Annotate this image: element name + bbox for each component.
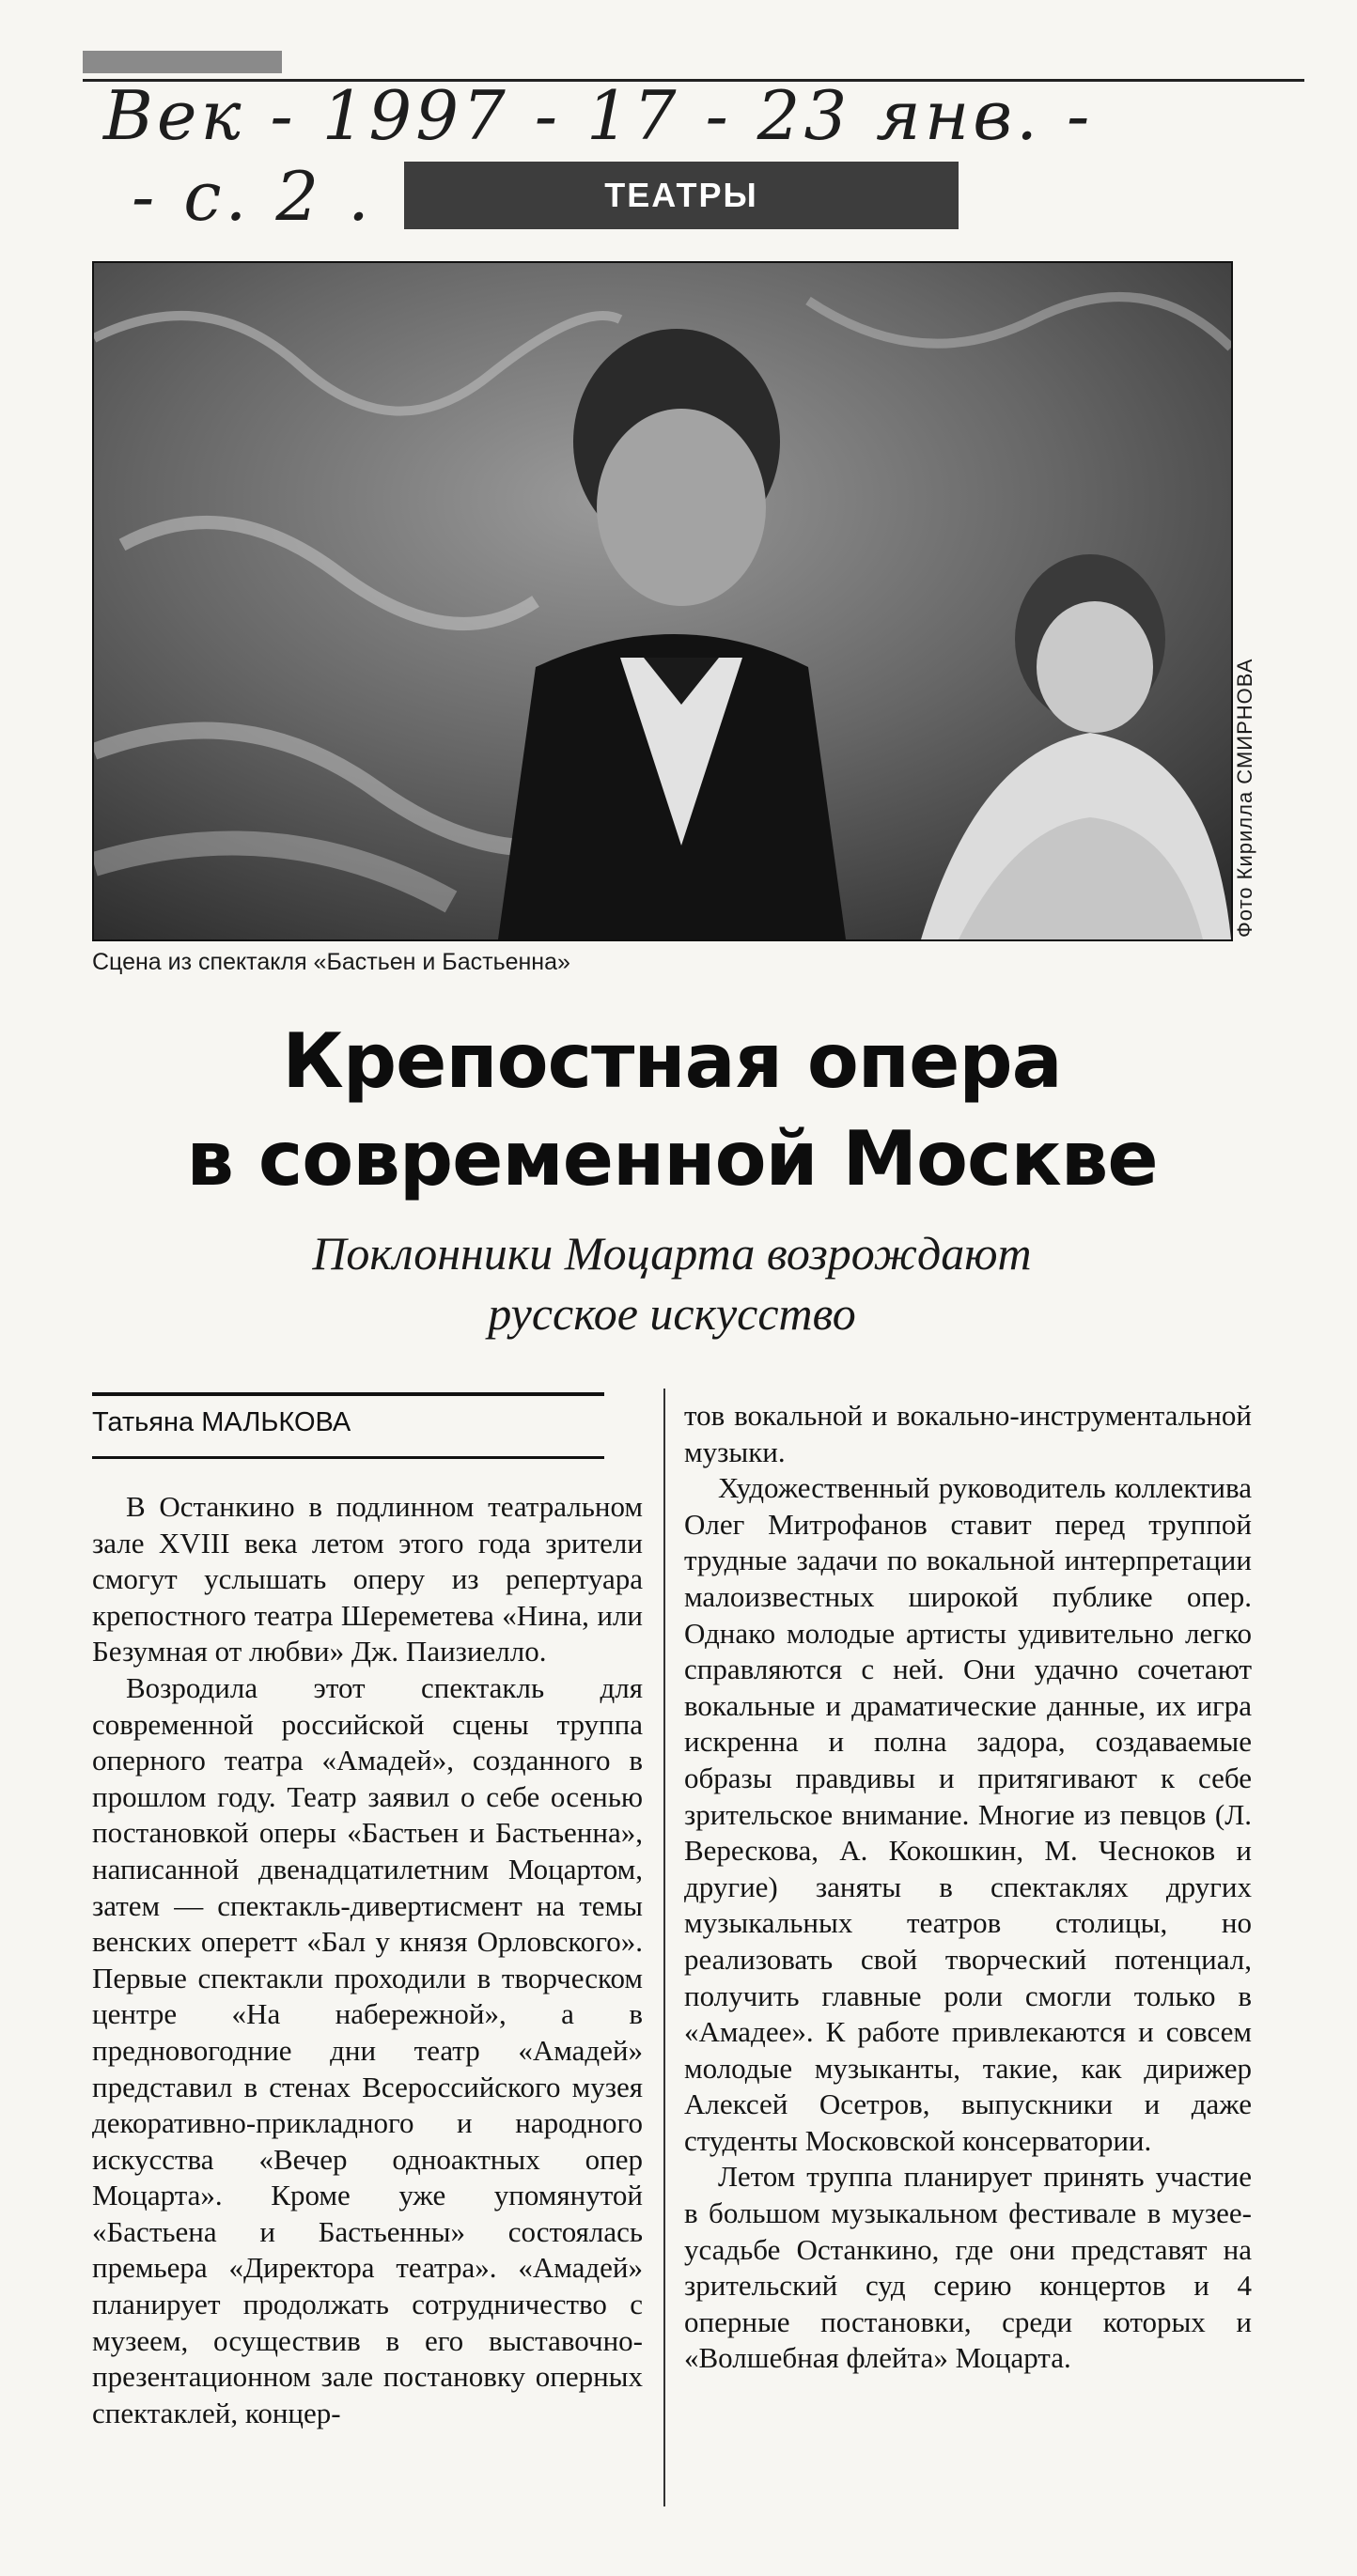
article-subheadline [94, 1223, 1250, 1343]
handwritten-line-2: - с. 2 . [132, 157, 373, 236]
author-rule-top [92, 1392, 604, 1396]
article-column-2 [684, 1398, 1252, 2377]
headline-line-2: в современной Москве [186, 1115, 1158, 1203]
photo-credit: Фото Кирилла СМИРНОВА [1233, 658, 1256, 938]
article-paragraph: Возродила этот спектакль для современной российской сцены труппа оперного театра «Амадей», созданного в прошлом году. Театр заявил о себе осенью постановкой оперы «Бастьен и Бастьенна», написанной двенадцатилетним Моцартом, затем — спектакль-дивертисмент на темы венских оперетт «Бал у князя Орловского». Первые спектакли проходили в творческом центре «На набережной», а в предновогодние дни театр «Амадей» представил в стенах Всероссийского музея декоративно-прикладного и народного искусства «Вечер одноактных опер Моцарта». Кроме уже упомянутой «Бастьена и Бастьенны» состоялась премьера «Директора театра». «Амадей» планирует продолжать сотрудничество с музеем, осуществив в его выставочно-презентационном зале постановку оперных спектаклей, концер- [92, 1670, 643, 2429]
header-bar [83, 51, 282, 73]
article-paragraph: Художественный руководитель коллектива Олег Митрофанов ставит перед труппой трудные задачи по вокальной интерпретации малоизвестных широкой публике опер. Однако молодые артисты удивительно легко справляются с ней. Они удачно сочетают вокальные и драматические данные, их игра искренна и полна задора, создаваемые образы правдивы и притягивают к себе зрительское внимание. Многие из певцов (Л. Верескова, А. Кокошкин, М. Чесноков и другие) заняты в спектаклях других музыкальных театров столицы, но реализовать свой творческий потенциал, получить главные роли смогли только в «Амадее». К работе привлекаются и совсем молодые музыканты, такие, как дирижер Алексей Осетров, выпускники и даже студенты Московской консерватории. [684, 1471, 1252, 2157]
photo-caption: Сцена из спектакля «Бастьен и Бастьенна» [92, 949, 570, 975]
photo-illustration [94, 263, 1231, 939]
author-rule-bottom [92, 1456, 604, 1459]
stage-photo [92, 261, 1233, 941]
article-paragraph: Летом труппа планирует принять участие в большом музыкальном фестивале в музее-усадьбе Останкино, где они представят на зрительский суд серию концертов и 4 оперные постановки, среди которых и «Волшебная флейта» Моцарта. [684, 2160, 1252, 2375]
article-column-1 [92, 1489, 643, 2431]
article-paragraph: тов вокальной и вокально-инструментальной музыки. [684, 1399, 1252, 1468]
subhead-line-1: Поклонники Моцарта возрождают [312, 1227, 1032, 1280]
article-headline [94, 1013, 1250, 1208]
handwritten-line-1: Век - 1997 - 17 - 23 янв. - [103, 76, 1094, 155]
column-divider [663, 1389, 665, 2506]
article-paragraph: В Останкино в подлинном театральном зале XVIII века летом этого года зрители смогут услышать оперу из репертуара крепостного театра Шереметева «Нина, или Безумная от любви» Дж. Паизиелло. [92, 1490, 643, 1668]
subhead-line-2: русское искусство [488, 1287, 856, 1340]
article-author: Татьяна МАЛЬКОВА [92, 1407, 351, 1437]
headline-line-1: Крепостная опера [282, 1017, 1062, 1105]
section-rubric: ТЕАТРЫ [404, 162, 959, 229]
